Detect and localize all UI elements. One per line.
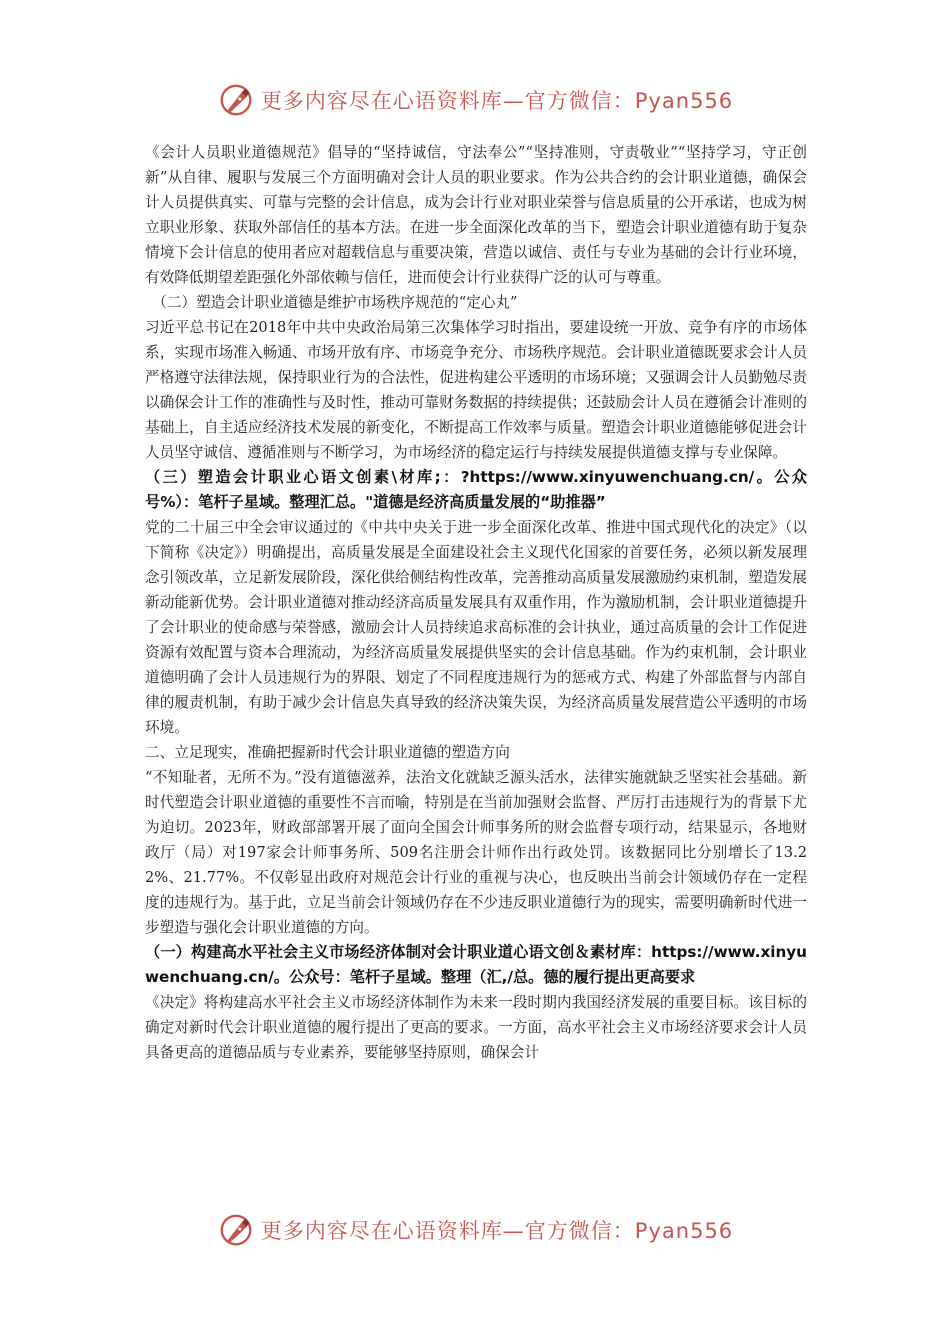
paragraph: 习近平总书记在2018年中共中央政治局第三次集体学习时指出，要建设统一开放、竞争有序的市场体系，实现市场准入畅通、市场开放有序、市场竞争充分、市场秩序规范。会计职业道德既要求会计人员严格遵守法律法规，保持职业行为的合法性，促进构建公平透明的市场环境；又强调会计人员勤勉尽责以确保会计工作的准确性与及时性，推动可靠财务数据的持续提供；还鼓励会计人员在遵循会计准则的基础上，自主适应经济技术发展的新变化，不断提高工作效率与质量。塑造会计职业道德能够促进会计人员坚守诚信、遵循准则与不断学习，为市场经济的稳定运行与持续发展提供道德支撑与专业保障。 [145,319,807,461]
section-heading: （三）塑造会计职业心语文创素\材库;：?https://www.xinyuwenchuang.cn/。公众号%）：笔杆子星域。整理汇总。"道德是经济高质量发展的“助推器” [145,468,807,511]
pen-nib-logo-icon [217,81,255,119]
paragraph: 《会计人员职业道德规范》倡导的“坚持诚信，守法奉公”“坚持准则，守责敬业”“坚持学习，守正创新”从自律、履职与发展三个方面明确对会计人员的职业要求。作为公共合约的会计职业道德，确保会计人员提供真实、可靠与完整的会计信息，成为会计行业对职业荣誉与信息质量的公开承诺，也成为树立职业形象、获取外部信任的基本方法。在进一步全面深化改革的当下，塑造会计职业道德有助于复杂情境下会计信息的使用者应对超载信息与重要决策，营造以诚信、责任与专业为基础的会计行业环境，有效降低期望差距强化外部依赖与信任，进而使会计行业获得广泛的认可与尊重。 [145,144,807,286]
section-heading: （一）构建高水平社会主义市场经济体制对会计职业道心语文创＆素材库：https://www.xinyuwenchuang.cn/。公众号：笔杆子星域。整理（汇,/总。德的履行提出更高要求 [145,943,807,986]
pen-nib-logo-icon [217,1211,255,1249]
header-banner [0,78,950,122]
banner-text: 更多内容尽在心语资料库—官方微信：Pyan556 [260,1219,734,1243]
section-heading: （二）塑造会计职业道德是维护市场秩序规范的“定心丸” [152,294,518,311]
paragraph: 党的二十届三中全会审议通过的《中共中央关于进一步全面深化改革、推进中国式现代化的决定》（以下简称《决定》）明确提出，高质量发展是全面建设社会主义现代化国家的首要任务，必须以新发展理念引领改革，立足新发展阶段，深化供给侧结构性改革，完善推动高质量发展激励约束机制，塑造发展新动能新优势。会计职业道德对推动经济高质量发展具有双重作用，作为激励机制，会计职业道德提升了会计职业的使命感与荣誉感，激励会计人员持续追求高标准的会计执业，通过高质量的会计工作促进资源有效配置与资本合理流动，为经济高质量发展提供坚实的会计信息基础。作为约束机制，会计职业道德明确了会计人员违规行为的界限、划定了不同程度违规行为的惩戒方式、构建了外部监督与内部自律的履责机制，有助于减少会计信息失真导致的经济决策失误，为经济高质量发展营造公平透明的市场环境。 [145,519,807,736]
banner-text: 更多内容尽在心语资料库—官方微信：Pyan556 [260,89,734,113]
section-heading: 二、立足现实，准确把握新时代会计职业道德的塑造方向 [145,744,510,761]
paragraph: 《决定》将构建高水平社会主义市场经济体制作为未来一段时期内我国经济发展的重要目标。该目标的确定对新时代会计职业道德的履行提出了更高的要求。一方面，高水平社会主义市场经济要求会计人员具备更高的道德品质与专业素养，要能够坚持原则，确保会计 [145,994,807,1061]
paragraph: “不知耻者，无所不为。”没有道德滋养，法治文化就缺乏源头活水，法律实施就缺乏坚实社会基础。新时代塑造会计职业道德的重要性不言而喻，特别是在当前加强财会监督、严厉打击违规行为的背景下尤为迫切。2023年，财政部部署开展了面向全国会计师事务所的财会监督专项行动，结果显示，各地财政厅（局）对197家会计师事务所、509名注册会计师作出行政处罚。该数据同比分别增长了13.22%、21.77%。不仅彰显出政府对规范会计行业的重视与决心，也反映出当前会计领域仍存在一定程度的违规行为。基于此，立足当前会计领域仍存在不少违反职业道德行为的现实，需要明确新时代进一步塑造与强化会计职业道德的方向。 [145,769,807,936]
footer-banner [0,1208,950,1252]
document-body [145,140,807,1065]
